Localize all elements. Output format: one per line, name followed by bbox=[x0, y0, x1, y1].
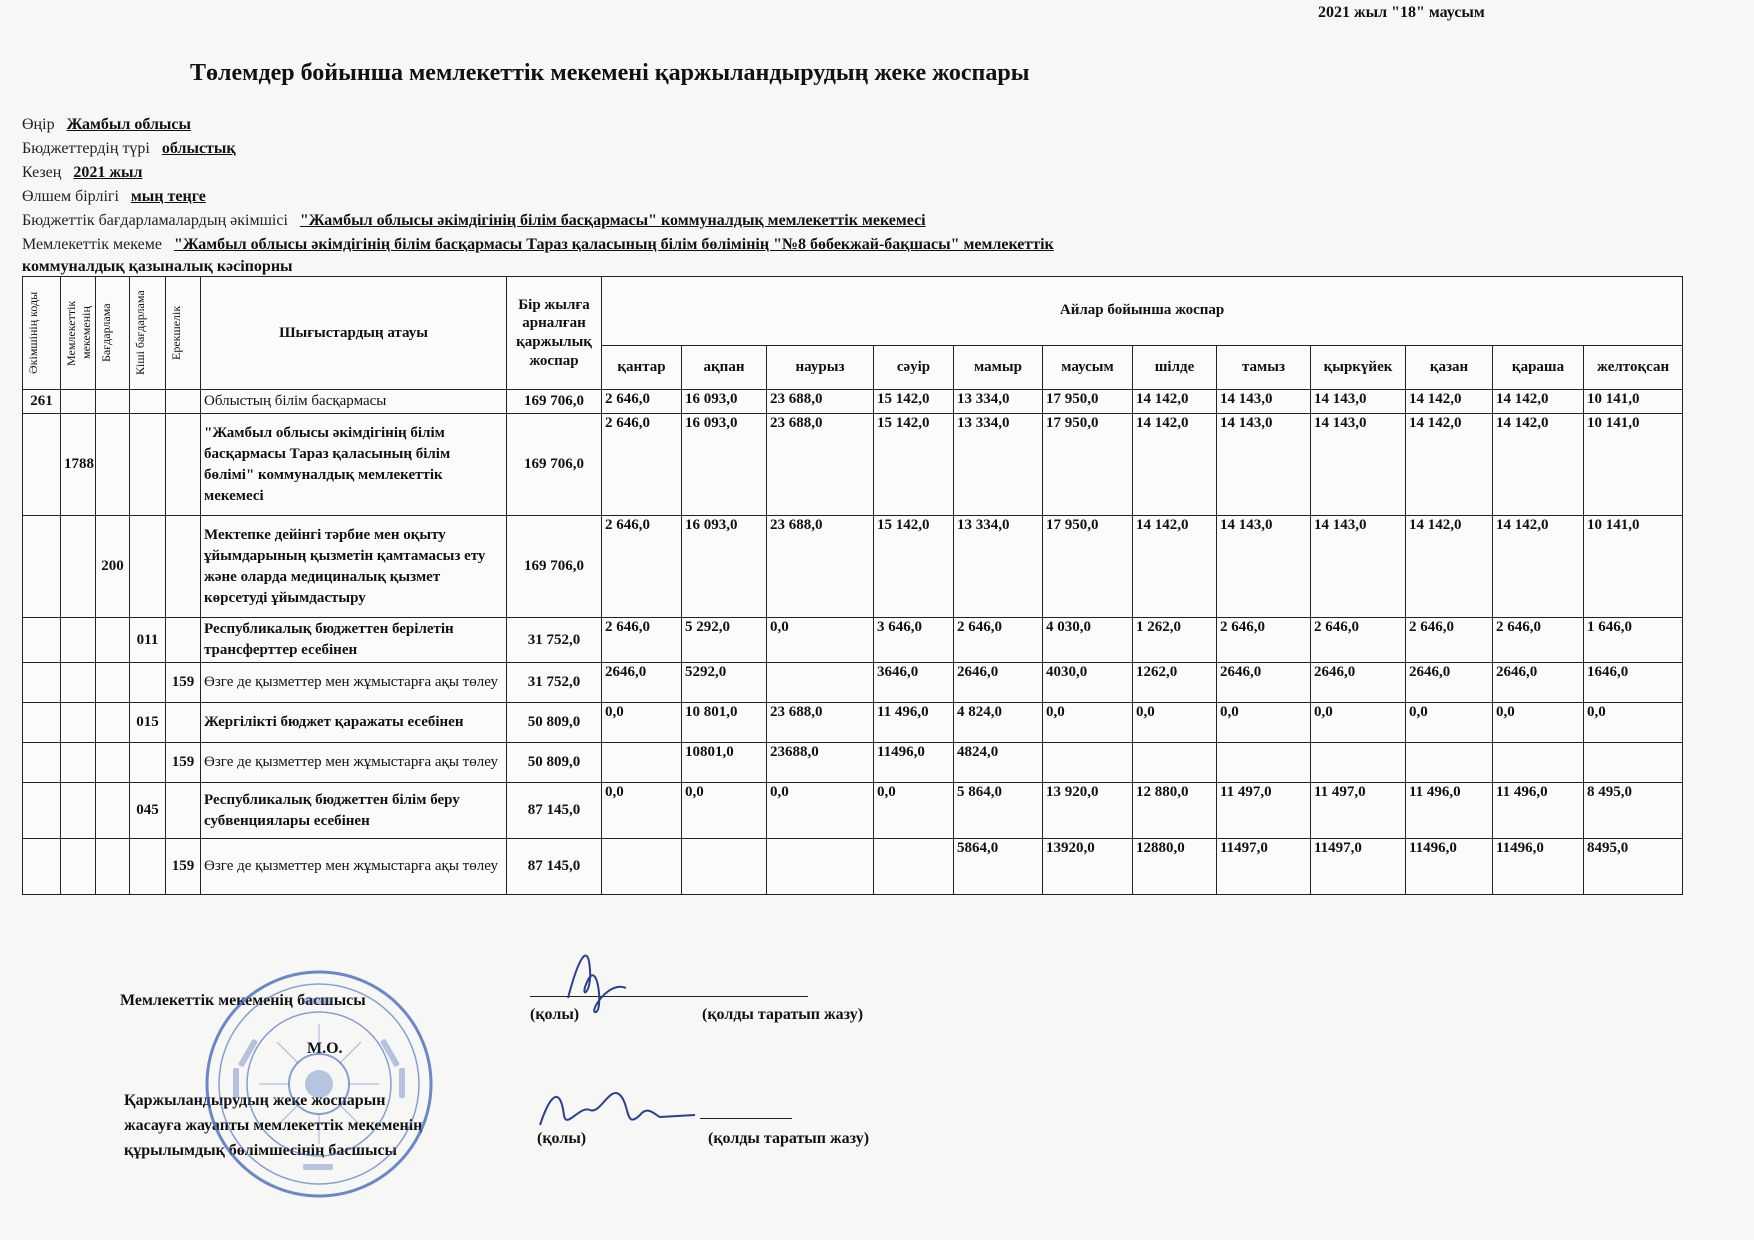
month-value: 2646,0 bbox=[1493, 663, 1584, 703]
month-value: 4030,0 bbox=[1043, 663, 1133, 703]
month-value: 2 646,0 bbox=[1493, 618, 1584, 663]
month-value: 3 646,0 bbox=[874, 618, 954, 663]
annual-total: 87 145,0 bbox=[507, 783, 602, 839]
sign-caption: (қолы) bbox=[530, 1006, 580, 1023]
month-value: 0,0 bbox=[682, 783, 767, 839]
month-value: 11496,0 bbox=[1493, 839, 1584, 895]
month-value: 0,0 bbox=[1311, 703, 1406, 743]
month-value: 4 030,0 bbox=[1043, 618, 1133, 663]
month-value: 10 801,0 bbox=[682, 703, 767, 743]
month-value: 16 093,0 bbox=[682, 516, 767, 618]
month-value: 13 334,0 bbox=[954, 414, 1043, 516]
table-row bbox=[23, 839, 1683, 895]
table-row bbox=[23, 390, 1683, 414]
code-cell bbox=[166, 703, 201, 743]
code-cell bbox=[23, 618, 61, 663]
month-value: 2 646,0 bbox=[954, 618, 1043, 663]
code-cell bbox=[61, 390, 96, 414]
month-value: 2 646,0 bbox=[602, 414, 682, 516]
document-date: 2021 жыл "18" маусым bbox=[1318, 4, 1485, 21]
code-cell bbox=[23, 783, 61, 839]
month-value bbox=[1493, 743, 1584, 783]
month-value: 17 950,0 bbox=[1043, 414, 1133, 516]
month-value: 2 646,0 bbox=[602, 516, 682, 618]
meta-administrator bbox=[22, 212, 926, 230]
month-header: мамыр bbox=[954, 345, 1043, 389]
meta-value: "Жамбыл облысы әкімдігінің білім басқармасы" коммуналдық мемлекеттік мекемесі bbox=[299, 212, 926, 229]
month-value: 4 824,0 bbox=[954, 703, 1043, 743]
meta-value: облыстық bbox=[161, 140, 236, 157]
expense-name: Жергілікті бюджет қаражаты есебінен bbox=[201, 703, 507, 743]
month-value bbox=[1406, 743, 1493, 783]
month-value: 14 143,0 bbox=[1217, 414, 1311, 516]
month-value: 15 142,0 bbox=[874, 390, 954, 414]
sign-caption: (қолы) bbox=[537, 1130, 587, 1147]
financing-plan-table bbox=[22, 276, 1683, 895]
header-cell: Ерекшелік bbox=[166, 277, 201, 390]
expense-name: Өзге де қызметтер мен жұмыстарға ақы төлеу bbox=[201, 663, 507, 703]
table-row bbox=[23, 783, 1683, 839]
header-cell: Мемлекеттік мекеменің bbox=[61, 277, 96, 390]
header-cell: Әкімшінің коды bbox=[23, 277, 61, 390]
code-cell: 159 bbox=[166, 663, 201, 703]
table-row bbox=[23, 663, 1683, 703]
expense-name: Өзге де қызметтер мен жұмыстарға ақы төлеу bbox=[201, 839, 507, 895]
month-value: 0,0 bbox=[602, 783, 682, 839]
month-value: 2646,0 bbox=[1217, 663, 1311, 703]
month-value: 2646,0 bbox=[1311, 663, 1406, 703]
month-header: наурыз bbox=[767, 345, 874, 389]
month-value: 8 495,0 bbox=[1584, 783, 1683, 839]
code-cell bbox=[130, 516, 166, 618]
month-value: 2 646,0 bbox=[1311, 618, 1406, 663]
month-value: 11497,0 bbox=[1217, 839, 1311, 895]
code-cell bbox=[166, 414, 201, 516]
meta-value: 2021 жыл bbox=[73, 164, 143, 181]
expense-name: Мектепке дейінгі тәрбие мен оқыту ұйымдарының қызметін қамтамасыз ету және оларда медициналық қызмет көрсетуді ұйымдастыру bbox=[201, 516, 507, 618]
month-value: 13920,0 bbox=[1043, 839, 1133, 895]
month-value: 2 646,0 bbox=[602, 390, 682, 414]
month-value bbox=[1584, 743, 1683, 783]
month-value: 1 646,0 bbox=[1584, 618, 1683, 663]
decode-caption: (қолды таратып жазу) bbox=[702, 1006, 864, 1023]
annual-total: 87 145,0 bbox=[507, 839, 602, 895]
code-cell bbox=[61, 703, 96, 743]
month-header: желтоқсан bbox=[1584, 345, 1683, 389]
month-value: 5 292,0 bbox=[682, 618, 767, 663]
meta-period bbox=[22, 164, 142, 182]
month-value: 0,0 bbox=[874, 783, 954, 839]
code-cell bbox=[130, 390, 166, 414]
meta-unit bbox=[22, 188, 206, 206]
month-value: 16 093,0 bbox=[682, 414, 767, 516]
code-cell bbox=[23, 839, 61, 895]
meta-institution-cont: коммуналдық қазыналық кәсіпорны bbox=[22, 258, 293, 275]
stamp-seal bbox=[203, 968, 435, 1200]
header-cell: Бағдарлама bbox=[96, 277, 130, 390]
meta-label: Өңір bbox=[22, 116, 55, 133]
month-value: 15 142,0 bbox=[874, 414, 954, 516]
code-cell: 045 bbox=[130, 783, 166, 839]
finance-label-2: жасауға жауапты мемлекеттік мекеменің bbox=[124, 1117, 423, 1134]
header-months: Айлар бойынша жоспар bbox=[602, 277, 1683, 346]
month-value: 10 141,0 bbox=[1584, 516, 1683, 618]
month-value: 2 646,0 bbox=[602, 618, 682, 663]
expense-name: Өзге де қызметтер мен жұмыстарға ақы төлеу bbox=[201, 743, 507, 783]
month-value: 2646,0 bbox=[1406, 663, 1493, 703]
meta-region bbox=[22, 116, 191, 134]
month-value: 1 262,0 bbox=[1133, 618, 1217, 663]
code-cell bbox=[166, 618, 201, 663]
code-cell bbox=[96, 743, 130, 783]
month-value: 11 496,0 bbox=[1493, 783, 1584, 839]
code-cell bbox=[166, 390, 201, 414]
month-value: 23 688,0 bbox=[767, 516, 874, 618]
code-cell: 015 bbox=[130, 703, 166, 743]
table-row bbox=[23, 414, 1683, 516]
month-header: шілде bbox=[1133, 345, 1217, 389]
header-cell: Кіші бағдарлама bbox=[130, 277, 166, 390]
month-value: 1262,0 bbox=[1133, 663, 1217, 703]
meta-institution bbox=[22, 236, 1054, 254]
month-value: 14 142,0 bbox=[1493, 414, 1584, 516]
month-value: 14 143,0 bbox=[1217, 516, 1311, 618]
month-value: 14 142,0 bbox=[1133, 390, 1217, 414]
meta-label: Бюджеттік бағдарламалардың әкімшісі bbox=[22, 212, 288, 229]
code-cell bbox=[23, 703, 61, 743]
decode-caption: (қолды таратып жазу) bbox=[708, 1130, 870, 1147]
month-value: 14 142,0 bbox=[1493, 390, 1584, 414]
month-header: сәуір bbox=[874, 345, 954, 389]
month-header: тамыз bbox=[1217, 345, 1311, 389]
expense-name: Облыстың білім басқармасы bbox=[201, 390, 507, 414]
annual-total: 50 809,0 bbox=[507, 743, 602, 783]
month-value: 23 688,0 bbox=[767, 390, 874, 414]
meta-label: Мемлекеттік мекеме bbox=[22, 236, 162, 253]
month-value: 2 646,0 bbox=[1217, 618, 1311, 663]
month-value bbox=[602, 743, 682, 783]
annual-total: 31 752,0 bbox=[507, 663, 602, 703]
code-cell bbox=[96, 663, 130, 703]
annual-total: 169 706,0 bbox=[507, 390, 602, 414]
annual-total: 50 809,0 bbox=[507, 703, 602, 743]
month-value: 0,0 bbox=[1217, 703, 1311, 743]
month-header: қазан bbox=[1406, 345, 1493, 389]
meta-label: Кезең bbox=[22, 164, 62, 181]
month-header: қыркүйек bbox=[1311, 345, 1406, 389]
meta-label: Өлшем бірлігі bbox=[22, 188, 119, 205]
month-value: 13 334,0 bbox=[954, 516, 1043, 618]
expense-name: "Жамбыл облысы әкімдігінің білім басқармасы Тараз қаласының білім бөлімі" коммуналдық мемлекеттік мекемесі bbox=[201, 414, 507, 516]
month-value: 14 142,0 bbox=[1493, 516, 1584, 618]
month-value: 23 688,0 bbox=[767, 414, 874, 516]
meta-label: Бюджеттердің түрі bbox=[22, 140, 150, 157]
code-cell bbox=[61, 618, 96, 663]
month-value: 16 093,0 bbox=[682, 390, 767, 414]
month-value bbox=[1311, 743, 1406, 783]
code-cell bbox=[96, 618, 130, 663]
month-value: 4824,0 bbox=[954, 743, 1043, 783]
month-value: 1646,0 bbox=[1584, 663, 1683, 703]
month-value bbox=[1043, 743, 1133, 783]
month-value: 0,0 bbox=[1406, 703, 1493, 743]
month-value: 14 142,0 bbox=[1133, 516, 1217, 618]
code-cell bbox=[96, 390, 130, 414]
code-cell bbox=[130, 663, 166, 703]
month-value: 23 688,0 bbox=[767, 703, 874, 743]
code-cell bbox=[23, 663, 61, 703]
meta-budget-type bbox=[22, 140, 236, 158]
annual-total: 31 752,0 bbox=[507, 618, 602, 663]
month-value: 11496,0 bbox=[874, 743, 954, 783]
code-cell bbox=[61, 783, 96, 839]
month-value: 14 142,0 bbox=[1406, 390, 1493, 414]
table-row bbox=[23, 743, 1683, 783]
month-value bbox=[767, 839, 874, 895]
code-cell bbox=[166, 516, 201, 618]
month-value: 2 646,0 bbox=[1406, 618, 1493, 663]
month-value bbox=[602, 839, 682, 895]
signature-image bbox=[530, 1075, 700, 1145]
meta-value: Жамбыл облысы bbox=[66, 116, 192, 133]
document-title: Төлемдер бойынша мемлекеттік мекемені қаржыландырудың жеке жоспары bbox=[190, 60, 1030, 86]
month-value: 8495,0 bbox=[1584, 839, 1683, 895]
month-value: 11 497,0 bbox=[1217, 783, 1311, 839]
month-value: 0,0 bbox=[1133, 703, 1217, 743]
month-header: ақпан bbox=[682, 345, 767, 389]
month-value: 14 143,0 bbox=[1311, 414, 1406, 516]
code-cell: 261 bbox=[23, 390, 61, 414]
month-value: 3646,0 bbox=[874, 663, 954, 703]
code-cell bbox=[61, 839, 96, 895]
code-cell: 200 bbox=[96, 516, 130, 618]
month-value: 14 143,0 bbox=[1311, 390, 1406, 414]
month-value: 14 143,0 bbox=[1217, 390, 1311, 414]
month-value bbox=[874, 839, 954, 895]
annual-total: 169 706,0 bbox=[507, 414, 602, 516]
month-value bbox=[1133, 743, 1217, 783]
month-value: 5 864,0 bbox=[954, 783, 1043, 839]
month-value: 10 141,0 bbox=[1584, 414, 1683, 516]
month-value bbox=[1217, 743, 1311, 783]
header-total: Бір жылға арналған қаржылық жоспар bbox=[507, 277, 602, 390]
month-value: 10801,0 bbox=[682, 743, 767, 783]
month-value: 0,0 bbox=[602, 703, 682, 743]
month-value bbox=[682, 839, 767, 895]
code-cell bbox=[61, 516, 96, 618]
code-cell bbox=[23, 516, 61, 618]
month-value: 11496,0 bbox=[1406, 839, 1493, 895]
code-cell bbox=[130, 414, 166, 516]
annual-total: 169 706,0 bbox=[507, 516, 602, 618]
month-value: 10 141,0 bbox=[1584, 390, 1683, 414]
signature-line bbox=[700, 1118, 792, 1119]
code-cell bbox=[23, 414, 61, 516]
finance-label-3: құрылымдық бөлімшесінің басшысы bbox=[124, 1142, 398, 1159]
code-cell bbox=[96, 703, 130, 743]
code-cell bbox=[96, 783, 130, 839]
table-header-row bbox=[23, 277, 1683, 346]
month-value bbox=[767, 663, 874, 703]
month-value: 14 142,0 bbox=[1406, 414, 1493, 516]
table-row bbox=[23, 516, 1683, 618]
code-cell bbox=[130, 743, 166, 783]
month-value: 5864,0 bbox=[954, 839, 1043, 895]
code-cell bbox=[96, 414, 130, 516]
month-value: 14 142,0 bbox=[1406, 516, 1493, 618]
month-value: 12880,0 bbox=[1133, 839, 1217, 895]
month-value: 0,0 bbox=[1584, 703, 1683, 743]
month-value: 13 920,0 bbox=[1043, 783, 1133, 839]
code-cell bbox=[96, 839, 130, 895]
month-header: маусым bbox=[1043, 345, 1133, 389]
month-value: 0,0 bbox=[1043, 703, 1133, 743]
month-value: 5292,0 bbox=[682, 663, 767, 703]
month-header: қантар bbox=[602, 345, 682, 389]
table-row bbox=[23, 618, 1683, 663]
code-cell: 1788 bbox=[61, 414, 96, 516]
month-value: 13 334,0 bbox=[954, 390, 1043, 414]
month-value: 2646,0 bbox=[602, 663, 682, 703]
code-cell: 159 bbox=[166, 743, 201, 783]
month-value: 23688,0 bbox=[767, 743, 874, 783]
signature-image bbox=[548, 940, 638, 1020]
month-value: 12 880,0 bbox=[1133, 783, 1217, 839]
month-value: 2646,0 bbox=[954, 663, 1043, 703]
month-header: қараша bbox=[1493, 345, 1584, 389]
finance-label-1: Қаржыландырудың жеке жоспарын bbox=[124, 1092, 386, 1109]
month-value: 17 950,0 bbox=[1043, 390, 1133, 414]
meta-value: мың теңге bbox=[130, 188, 206, 205]
meta-value: "Жамбыл облысы әкімдігінің білім басқармасы Тараз қаласының білім бөлімінің "№8 бөбекжай-бақшасы" мемлекеттік bbox=[173, 236, 1054, 253]
month-value: 0,0 bbox=[767, 618, 874, 663]
month-value: 17 950,0 bbox=[1043, 516, 1133, 618]
month-value: 14 142,0 bbox=[1133, 414, 1217, 516]
code-cell bbox=[23, 743, 61, 783]
code-cell: 011 bbox=[130, 618, 166, 663]
month-value: 14 143,0 bbox=[1311, 516, 1406, 618]
month-value: 0,0 bbox=[1493, 703, 1584, 743]
code-cell bbox=[130, 839, 166, 895]
month-value: 15 142,0 bbox=[874, 516, 954, 618]
month-value: 11497,0 bbox=[1311, 839, 1406, 895]
head-label: Мемлекеттік мекеменің басшысы bbox=[120, 992, 366, 1009]
expense-name: Республикалық бюджеттен берілетін трансферттер есебінен bbox=[201, 618, 507, 663]
code-cell bbox=[61, 743, 96, 783]
month-value: 11 496,0 bbox=[1406, 783, 1493, 839]
expense-name: Республикалық бюджеттен білім беру субвенциялары есебінен bbox=[201, 783, 507, 839]
header-name: Шығыстардың атауы bbox=[201, 277, 507, 390]
code-cell bbox=[166, 783, 201, 839]
code-cell bbox=[61, 663, 96, 703]
mp-label: М.О. bbox=[307, 1040, 343, 1057]
code-cell: 159 bbox=[166, 839, 201, 895]
month-value: 11 496,0 bbox=[874, 703, 954, 743]
table-row bbox=[23, 703, 1683, 743]
month-value: 0,0 bbox=[767, 783, 874, 839]
month-value: 11 497,0 bbox=[1311, 783, 1406, 839]
